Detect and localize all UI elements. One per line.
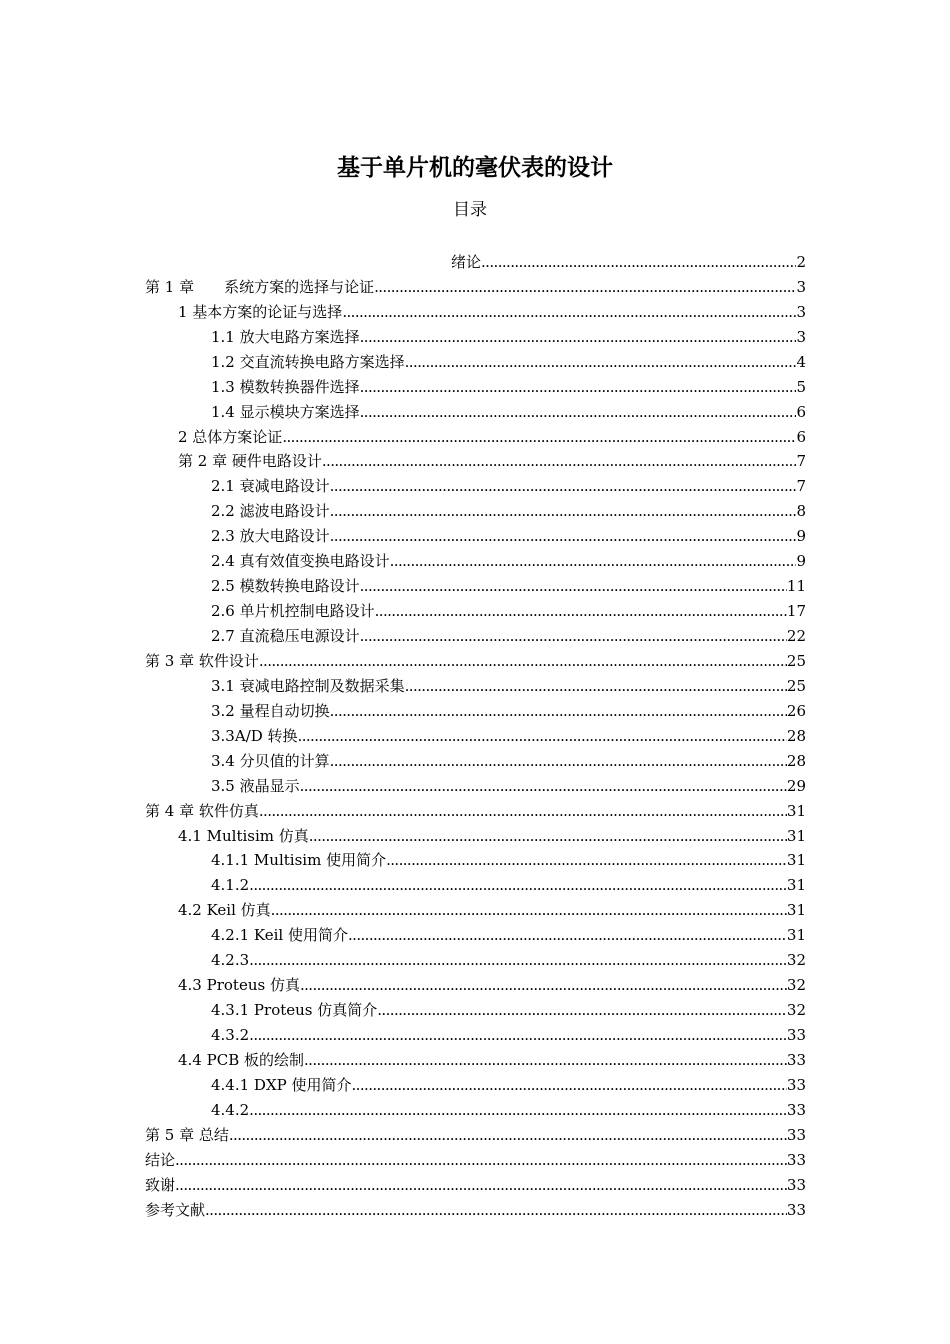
toc-leader-dots <box>271 899 787 921</box>
toc-entry-label: 绪论 <box>451 252 482 271</box>
toc-entry[interactable] <box>145 672 806 697</box>
toc-leader-dots <box>175 1174 787 1196</box>
toc-entry-page-number: 8 <box>796 502 806 521</box>
toc-leader-dots <box>175 1149 787 1171</box>
toc-leader-dots <box>330 475 797 497</box>
toc-entry[interactable] <box>145 1121 806 1146</box>
toc-entry-label: 4.2.1 Keil 使用简介 <box>211 926 348 945</box>
toc-entry[interactable] <box>145 1071 806 1096</box>
toc-entry-page-number: 4 <box>796 352 806 371</box>
toc-entry[interactable] <box>145 448 806 473</box>
toc-entry-page-number: 33 <box>786 1150 806 1169</box>
toc-entry-page-number: 26 <box>786 701 806 720</box>
toc-entry[interactable] <box>145 647 806 672</box>
toc-entry-label: 2 总体方案论证 <box>178 427 283 446</box>
toc-entry-page-number: 32 <box>786 1001 806 1020</box>
toc-entry-label: 2.1 衰减电路设计 <box>211 477 330 496</box>
toc-entry[interactable] <box>145 772 806 797</box>
toc-leader-dots <box>259 650 787 672</box>
toc-entry-label: 3.5 液晶显示 <box>211 776 300 795</box>
toc-entry-label: 3.4 分贝值的计算 <box>211 751 330 770</box>
toc-leader-dots <box>259 800 787 822</box>
toc-entry-label: 4.3.1 Proteus 仿真简介 <box>211 1001 378 1020</box>
toc-leader-dots <box>360 376 797 398</box>
toc-entry-page-number: 22 <box>786 627 806 645</box>
toc-entry[interactable] <box>145 248 806 273</box>
toc-entry-label: 3.2 量程自动切换 <box>211 701 330 720</box>
toc-entry-label: 2.3 放大电路设计 <box>211 527 330 546</box>
toc-leader-dots <box>330 700 787 722</box>
toc-leader-dots <box>360 625 787 647</box>
toc-entry[interactable] <box>145 273 806 298</box>
toc-entry-label: 1.3 模数转换器件选择 <box>211 377 360 396</box>
toc-leader-dots <box>309 825 787 847</box>
toc-entry-page-number: 33 <box>786 1075 806 1094</box>
toc-entry[interactable] <box>145 1046 806 1071</box>
toc-entry-page-number: 31 <box>786 926 806 945</box>
toc-entry[interactable] <box>145 348 806 373</box>
toc-entry-label: 3.1 衰减电路控制及数据采集 <box>211 676 405 695</box>
toc-entry-page-number: 9 <box>796 552 806 571</box>
toc-leader-dots <box>390 550 797 572</box>
toc-entry-label: 第 3 章 软件设计 <box>145 651 259 670</box>
toc-entry-label: 4.3 Proteus 仿真 <box>178 976 300 995</box>
toc-entry[interactable] <box>145 1171 806 1196</box>
toc-entry-label: 2.5 模数转换电路设计 <box>211 577 360 596</box>
toc-entry-page-number: 9 <box>796 527 806 546</box>
toc-leader-dots <box>304 1049 787 1071</box>
toc-entry[interactable] <box>145 747 806 772</box>
toc-entry-page-number: 28 <box>786 751 806 770</box>
toc-entry-page-number: 6 <box>796 427 806 446</box>
toc-entry-label: 4.1.2 <box>211 876 250 895</box>
toc-entry-page-number: 5 <box>796 377 806 396</box>
toc-entry-label: 2.4 真有效值变换电路设计 <box>211 552 390 571</box>
document-title: 基于单片机的毫伏表的设计 <box>337 154 613 181</box>
toc-leader-dots <box>342 301 796 323</box>
toc-entry-page-number: 3 <box>796 327 806 346</box>
toc-entry[interactable] <box>145 1196 806 1221</box>
toc-entry-page-number: 6 <box>796 402 806 421</box>
toc-entry-label: 4.3.2 <box>211 1026 250 1044</box>
toc-entry-page-number: 17 <box>786 602 806 621</box>
toc-leader-dots <box>405 351 797 373</box>
toc-entry-label: 3.3A/D 转换 <box>211 726 298 745</box>
toc-entry-label: 第 1 章 系统方案的选择与论证 <box>145 277 375 296</box>
toc-entry-label: 参考文献 <box>145 1200 206 1219</box>
toc-entry-page-number: 3 <box>796 302 806 321</box>
toc-entry-label: 1.4 显示模块方案选择 <box>211 402 360 421</box>
toc-entry-label: 1.2 交直流转换电路方案选择 <box>211 352 405 371</box>
toc-entry[interactable] <box>145 971 806 996</box>
toc-leader-dots <box>352 1074 787 1096</box>
toc-entry-page-number: 32 <box>786 951 806 970</box>
toc-entry-page-number: 7 <box>796 452 806 471</box>
toc-leader-dots <box>330 750 787 772</box>
toc-leader-dots <box>249 949 787 971</box>
toc-leader-dots <box>205 1199 787 1221</box>
toc-entry-page-number: 28 <box>786 726 806 745</box>
toc-entry-label: 第 5 章 总结 <box>145 1125 229 1144</box>
toc-leader-dots <box>298 725 787 747</box>
toc-leader-dots <box>360 401 797 423</box>
toc-leader-dots <box>330 500 797 522</box>
toc-entry[interactable] <box>145 1021 806 1046</box>
toc-entry-label: 4.4 PCB 板的绘制 <box>178 1050 304 1069</box>
toc-entry-label: 4.4.2 <box>211 1100 250 1119</box>
toc-entry-label: 1 基本方案的论证与选择 <box>178 302 343 321</box>
toc-entry-label: 2.7 直流稳压电源设计 <box>211 627 360 645</box>
toc-leader-dots <box>481 251 796 273</box>
toc-entry-label: 4.2 Keil 仿真 <box>178 901 271 920</box>
toc-entry[interactable] <box>145 522 806 547</box>
toc-entry[interactable] <box>145 946 806 971</box>
toc-entry-label: 2.6 单片机控制电路设计 <box>211 602 375 621</box>
toc-entry-page-number: 33 <box>786 1175 806 1194</box>
toc-entry-page-number: 2 <box>796 252 806 271</box>
toc-entry[interactable] <box>145 497 806 522</box>
toc-leader-dots <box>300 775 787 797</box>
toc-leader-dots <box>322 450 797 472</box>
toc-entry-label: 第 2 章 硬件电路设计 <box>178 452 322 471</box>
toc-entry[interactable] <box>145 472 806 497</box>
toc-leader-dots <box>229 1124 787 1146</box>
toc-entry[interactable] <box>145 1146 806 1171</box>
toc-heading: 目录 <box>453 200 487 220</box>
toc-entry[interactable] <box>145 547 806 572</box>
toc-leader-dots <box>249 874 787 896</box>
toc-entry-page-number: 11 <box>786 577 806 596</box>
toc-entry-label: 4.4.1 DXP 使用简介 <box>211 1075 352 1094</box>
toc-entry-page-number: 31 <box>786 851 806 870</box>
toc-leader-dots <box>375 600 787 622</box>
toc-entry[interactable] <box>145 797 806 822</box>
toc-entry-label: 2.2 滤波电路设计 <box>211 502 330 521</box>
toc-leader-dots <box>300 974 787 996</box>
toc-entry[interactable] <box>145 373 806 398</box>
toc-entry-page-number: 33 <box>786 1125 806 1144</box>
toc-entry-page-number: 25 <box>786 651 806 670</box>
toc-leader-dots <box>377 999 787 1021</box>
toc-leader-dots <box>386 849 787 871</box>
toc-entry-page-number: 33 <box>786 1100 806 1119</box>
toc-entry-page-number: 31 <box>786 826 806 845</box>
toc-leader-dots <box>405 675 787 697</box>
toc-entry[interactable] <box>145 423 806 448</box>
toc-leader-dots <box>360 575 787 597</box>
toc-leader-dots <box>348 924 787 946</box>
toc-entry-page-number: 32 <box>786 976 806 995</box>
toc-entry[interactable] <box>145 871 806 896</box>
toc-entry[interactable] <box>145 697 806 722</box>
toc-leader-dots <box>330 525 797 547</box>
toc-leader-dots <box>282 426 796 448</box>
toc-leader-dots <box>249 1099 787 1121</box>
toc-entry-page-number: 33 <box>786 1200 806 1219</box>
toc-entry-label: 4.1.1 Multisim 使用简介 <box>211 851 387 870</box>
toc-leader-dots <box>360 326 797 348</box>
toc-entry[interactable] <box>145 847 806 872</box>
toc-entry[interactable] <box>145 921 806 946</box>
toc-entry[interactable] <box>145 996 806 1021</box>
toc-entry-label: 4.2.3 <box>211 951 250 970</box>
toc-leader-dots <box>374 276 796 298</box>
toc-entry-page-number: 7 <box>796 477 806 496</box>
toc-entry[interactable] <box>145 722 806 747</box>
toc-leader-dots <box>249 1024 787 1046</box>
toc-entry[interactable] <box>145 398 806 423</box>
toc-entry-page-number: 33 <box>786 1026 806 1044</box>
toc-entry-page-number: 31 <box>786 801 806 820</box>
toc-entry[interactable] <box>145 822 806 847</box>
toc-entry[interactable] <box>145 1096 806 1121</box>
toc-entry-label: 1.1 放大电路方案选择 <box>211 327 360 346</box>
table-of-contents <box>145 248 806 1221</box>
toc-entry-page-number: 33 <box>786 1050 806 1069</box>
toc-entry-label: 4.1 Multisim 仿真 <box>178 826 309 845</box>
toc-entry-label: 第 4 章 软件仿真 <box>145 801 259 820</box>
toc-entry[interactable] <box>145 298 806 323</box>
toc-entry[interactable] <box>145 323 806 348</box>
toc-entry-label: 致谢 <box>145 1175 176 1194</box>
toc-entry[interactable] <box>145 572 806 597</box>
toc-entry-page-number: 29 <box>786 776 806 795</box>
toc-entry[interactable] <box>145 896 806 921</box>
toc-entry-page-number: 31 <box>786 901 806 920</box>
toc-entry-label: 结论 <box>145 1150 176 1169</box>
toc-entry-page-number: 31 <box>786 876 806 895</box>
toc-entry[interactable] <box>145 622 806 647</box>
toc-entry-page-number: 25 <box>786 676 806 695</box>
toc-entry[interactable] <box>145 597 806 622</box>
toc-entry-page-number: 3 <box>796 277 806 296</box>
